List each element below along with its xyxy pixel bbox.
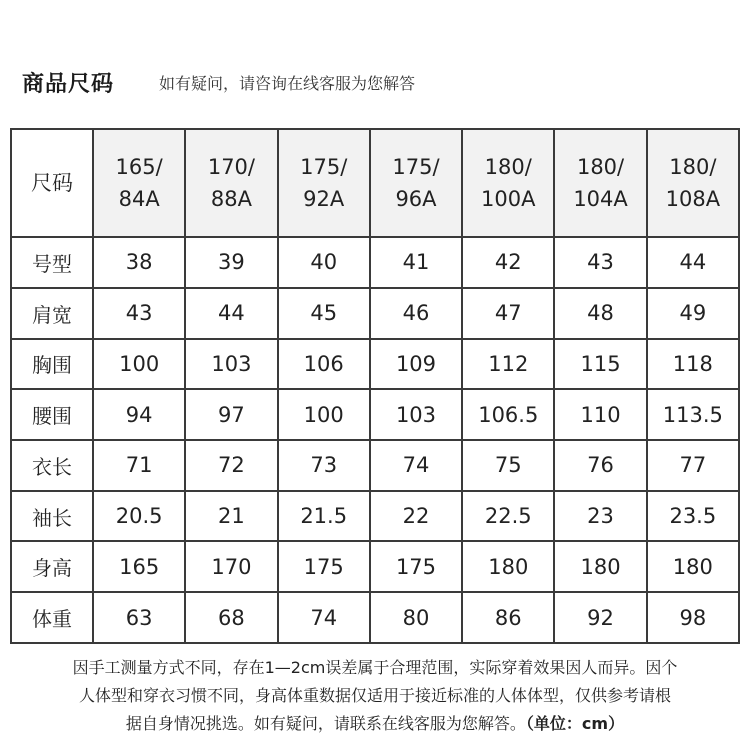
- table-cell: 100: [93, 339, 185, 390]
- table-cell: 113.5: [647, 389, 739, 440]
- table-cell: 71: [93, 440, 185, 491]
- size-column-header-line-1: 180/: [484, 155, 532, 180]
- table-cell: 21: [185, 491, 277, 542]
- size-note: [0, 654, 750, 738]
- table-cell: 115: [554, 339, 646, 390]
- table-cell: 106: [278, 339, 370, 390]
- table-row: [11, 237, 739, 288]
- page-header: [22, 64, 415, 100]
- table-cell: 38: [93, 237, 185, 288]
- table-cell: 180: [462, 541, 554, 592]
- table-cell: 75: [462, 440, 554, 491]
- table-cell: 180: [554, 541, 646, 592]
- size-column-header: [278, 129, 370, 237]
- table-cell: 165: [93, 541, 185, 592]
- table-cell: 180: [647, 541, 739, 592]
- table-cell: 92: [554, 592, 646, 643]
- row-label: 肩宽: [11, 288, 93, 339]
- row-label: 袖长: [11, 491, 93, 542]
- table-cell: 40: [278, 237, 370, 288]
- row-label: 体重: [11, 592, 93, 643]
- table-cell: 80: [370, 592, 462, 643]
- table-cell: 86: [462, 592, 554, 643]
- table-cell: 76: [554, 440, 646, 491]
- table-cell: 21.5: [278, 491, 370, 542]
- size-column-header: [370, 129, 462, 237]
- table-row: [11, 491, 739, 542]
- table-cell: 20.5: [93, 491, 185, 542]
- table-cell: 100: [278, 389, 370, 440]
- table-cell: 109: [370, 339, 462, 390]
- note-line-2: 人体型和穿衣习惯不同，身高体重数据仅适用于接近标准的人体体型，仅供参考请根: [78, 686, 671, 705]
- table-cell: 22.5: [462, 491, 554, 542]
- size-column-header-line-2: 88A: [210, 187, 252, 212]
- size-column-header-line-1: 170/: [207, 155, 255, 180]
- table-cell: 68: [185, 592, 277, 643]
- table-row: [11, 440, 739, 491]
- table-cell: 175: [278, 541, 370, 592]
- table-cell: 43: [554, 237, 646, 288]
- table-cell: 49: [647, 288, 739, 339]
- table-cell: 106.5: [462, 389, 554, 440]
- table-cell: 103: [185, 339, 277, 390]
- row-label: 腰围: [11, 389, 93, 440]
- page-title: 商品尺码: [22, 71, 115, 97]
- size-column-header-line-1: 165/: [115, 155, 163, 180]
- table-cell: 77: [647, 440, 739, 491]
- table-cell: 112: [462, 339, 554, 390]
- table-cell: 39: [185, 237, 277, 288]
- table-cell: 73: [278, 440, 370, 491]
- table-cell: 74: [370, 440, 462, 491]
- size-column-header-line-2: 104A: [573, 187, 628, 212]
- table-cell: 45: [278, 288, 370, 339]
- table-row: [11, 541, 739, 592]
- table-cell: 44: [647, 237, 739, 288]
- table-cell: 175: [370, 541, 462, 592]
- size-column-header-line-1: 175/: [392, 155, 440, 180]
- table-cell: 43: [93, 288, 185, 339]
- size-column-header-line-2: 108A: [665, 187, 721, 212]
- table-cell: 23.5: [647, 491, 739, 542]
- table-cell: 22: [370, 491, 462, 542]
- note-line-3: [0, 710, 750, 738]
- size-column-header: [93, 129, 185, 237]
- row-label: 衣长: [11, 440, 93, 491]
- table-cell: 170: [185, 541, 277, 592]
- note-unit: （单位：cm）: [525, 714, 625, 733]
- size-column-header-line-1: 175/: [300, 155, 348, 180]
- table-cell: 98: [647, 592, 739, 643]
- size-column-header: [647, 129, 739, 237]
- size-column-header: [462, 129, 554, 237]
- row-label: 号型: [11, 237, 93, 288]
- table-cell: 63: [93, 592, 185, 643]
- size-column-header-line-1: 180/: [669, 155, 717, 180]
- size-column-header-line-1: 180/: [576, 155, 625, 180]
- table-cell: 74: [278, 592, 370, 643]
- row-label: 身高: [11, 541, 93, 592]
- table-row: [11, 389, 739, 440]
- size-column-header-line-2: 84A: [118, 187, 160, 212]
- table-cell: 94: [93, 389, 185, 440]
- table-row: [11, 288, 739, 339]
- table-cell: 44: [185, 288, 277, 339]
- size-table-body: [11, 129, 739, 643]
- page-subtitle: 如有疑问，请咨询在线客服为您解答: [159, 73, 416, 93]
- size-table: [10, 128, 740, 644]
- note-line-1: 因手工测量方式不同，存在1—2cm误差属于合理范围，实际穿着效果因人而异。因个: [72, 658, 678, 677]
- table-cell: 72: [185, 440, 277, 491]
- row-label: 胸围: [11, 339, 93, 390]
- table-cell: 42: [462, 237, 554, 288]
- table-cell: 46: [370, 288, 462, 339]
- table-cell: 47: [462, 288, 554, 339]
- size-column-header-line-2: 92A: [303, 187, 345, 212]
- table-cell: 110: [554, 389, 646, 440]
- table-cell: 103: [370, 389, 462, 440]
- table-row: [11, 339, 739, 390]
- table-cell: 97: [185, 389, 277, 440]
- size-column-header: [185, 129, 277, 237]
- table-cell: 41: [370, 237, 462, 288]
- size-header-row: [11, 129, 739, 237]
- table-row: [11, 592, 739, 643]
- table-cell: 48: [554, 288, 646, 339]
- table-cell: 118: [647, 339, 739, 390]
- size-column-header-line-2: 100A: [481, 187, 536, 212]
- size-column-header-line-2: 96A: [395, 187, 437, 212]
- corner-label: 尺码: [11, 129, 93, 237]
- note-line-3-text: 据自身情况挑选。如有疑问，请联系在线客服为您解答。: [125, 714, 526, 733]
- size-column-header: [554, 129, 646, 237]
- table-cell: 23: [554, 491, 646, 542]
